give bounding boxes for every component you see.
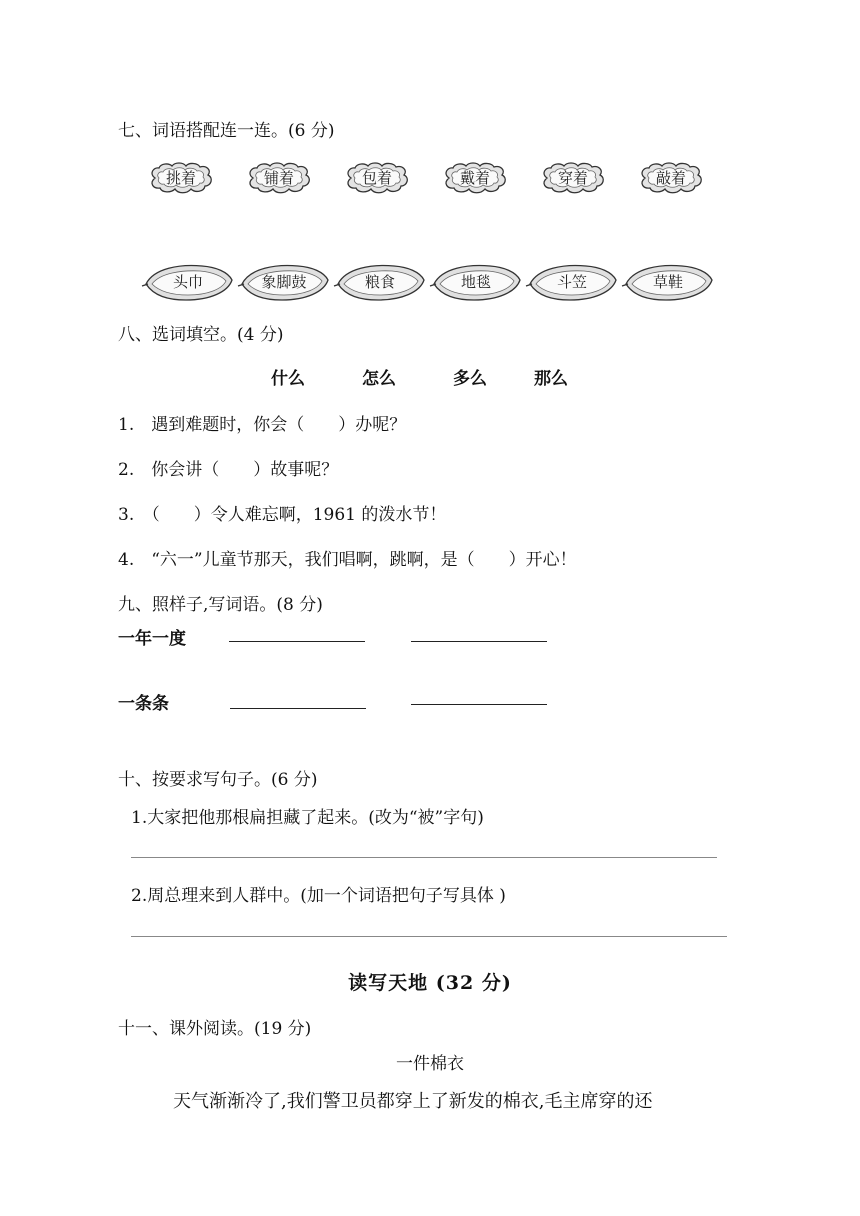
- word-label: 象脚鼓: [261, 273, 307, 291]
- word-tag-top[interactable]: [341, 160, 413, 196]
- q8-item: 2. 你会讲（ ）故事呢？: [118, 460, 339, 480]
- word-tag-bottom[interactable]: [236, 260, 332, 304]
- word-tag-bottom[interactable]: [524, 260, 620, 304]
- option-word: 怎么: [362, 369, 396, 389]
- q7-heading: 七、词语搭配连一连。(6 分): [118, 121, 335, 141]
- word-tag-bottom[interactable]: [428, 260, 524, 304]
- passage-text: 天气渐渐冷了,我们警卫员都穿上了新发的棉衣,毛主席穿的还: [173, 1091, 653, 1112]
- word-label: 粮食: [364, 273, 395, 291]
- word-tag-top[interactable]: [145, 160, 217, 196]
- answer-blank[interactable]: [411, 641, 547, 642]
- word-tag-bottom[interactable]: [332, 260, 428, 304]
- section-title: 读写天地 (32 分): [348, 972, 512, 994]
- word-label: 地毯: [460, 273, 491, 291]
- answer-blank[interactable]: [411, 704, 547, 705]
- answer-line[interactable]: [131, 936, 727, 937]
- word-tag-top[interactable]: [243, 160, 315, 196]
- q10-item: 1.大家把他那根扁担藏了起来。(改为“被”字句): [131, 808, 484, 828]
- word-label: 铺着: [263, 169, 294, 187]
- q10-item: 2.周总理来到人群中。(加一个词语把句子写具体 ): [131, 886, 506, 906]
- q9-heading: 九、照样子,写词语。(8 分): [118, 595, 323, 615]
- word-label: 头巾: [172, 273, 203, 291]
- answer-line[interactable]: [131, 857, 717, 858]
- answer-blank[interactable]: [230, 708, 366, 709]
- passage-title: 一件棉衣: [396, 1054, 464, 1074]
- word-tag-bottom[interactable]: [140, 260, 236, 304]
- q8-heading: 八、选词填空。(4 分): [118, 325, 284, 345]
- example-word: 一条条: [118, 694, 169, 714]
- example-word: 一年一度: [118, 629, 186, 649]
- q8-item: 4. “六一”儿童节那天，我们唱啊，跳啊，是（ ）开心！: [118, 550, 577, 570]
- word-label: 戴着: [459, 169, 490, 187]
- option-word: 什么: [271, 369, 305, 389]
- option-word: 多么: [453, 369, 487, 389]
- word-tag-top[interactable]: [537, 160, 609, 196]
- answer-blank[interactable]: [229, 641, 365, 642]
- q10-heading: 十、按要求写句子。(6 分): [118, 770, 318, 790]
- word-label: 包着: [361, 169, 392, 187]
- word-tag-top[interactable]: [439, 160, 511, 196]
- word-label: 草鞋: [652, 273, 683, 291]
- word-label: 挑着: [165, 169, 196, 187]
- word-label: 敲着: [655, 169, 686, 187]
- q8-item: 1. 遇到难题时，你会（ ）办呢？: [118, 415, 407, 435]
- option-word: 那么: [534, 369, 568, 389]
- q11-heading: 十一、课外阅读。(19 分): [118, 1019, 312, 1039]
- word-tag-bottom[interactable]: [620, 260, 716, 304]
- word-label: 斗笠: [556, 273, 587, 291]
- q8-item: 3. （ ）令人难忘啊，1961 的泼水节！: [118, 505, 447, 525]
- word-label: 穿着: [557, 169, 588, 187]
- word-tag-top[interactable]: [635, 160, 707, 196]
